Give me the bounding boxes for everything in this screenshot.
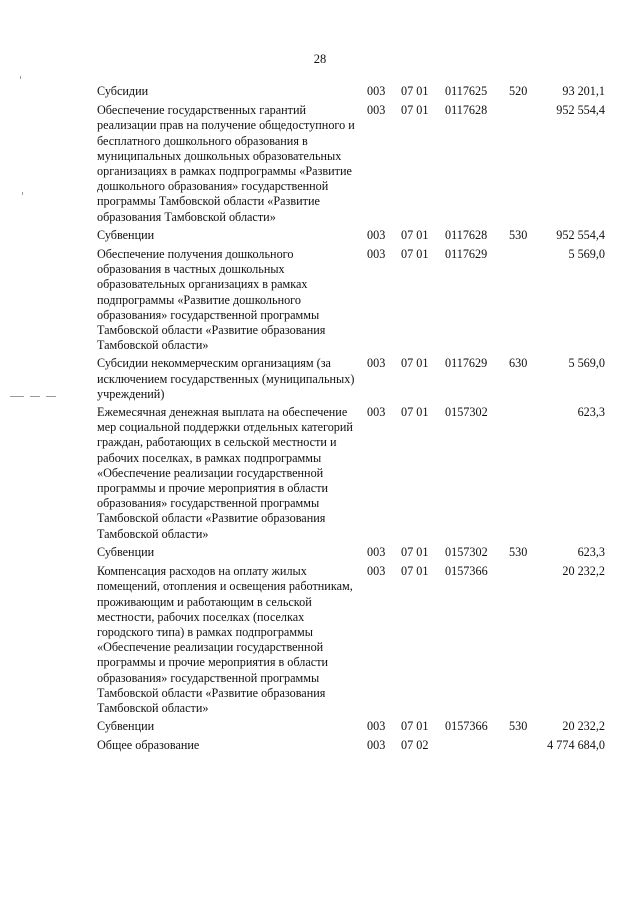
department-code: 003 <box>367 738 386 753</box>
target-article-code: 0157366 <box>445 719 488 734</box>
amount: 20 232,2 <box>562 719 605 734</box>
scan-artifact <box>46 396 56 397</box>
expense-name: Ежемесячная денежная выплата на обеспечение мер социальной поддержки отдельных категорий граждан, работающих в сельской местности и рабочих поселках, в рамках подпрограммы «Обеспечение реализации государственной программы и прочие мероприятия в области образования» государственной программы Тамбовской области «Развитие образования Тамбовской области» <box>97 405 353 541</box>
section-code: 07 01 <box>401 84 429 98</box>
expense-name: Субвенции <box>97 227 155 242</box>
page-number: 28 <box>313 52 327 66</box>
section-code: 07 02 <box>401 738 429 753</box>
table-row <box>97 228 605 247</box>
expense-name: Общее образование <box>97 738 200 753</box>
section-code: 07 01 <box>401 247 429 262</box>
table-row <box>97 356 605 405</box>
expense-type-code: 520 <box>509 84 528 98</box>
amount: 4 774 684,0 <box>547 738 605 753</box>
target-article-code: 0157366 <box>445 564 488 579</box>
amount: 952 554,4 <box>556 103 605 118</box>
amount: 93 201,1 <box>562 84 605 98</box>
table-row <box>97 719 605 738</box>
expense-type-code <box>505 247 535 356</box>
expense-type-code: 630 <box>509 356 528 371</box>
amount: 20 232,2 <box>562 564 605 579</box>
target-article-code: 0157302 <box>445 405 488 420</box>
expense-name: Обеспечение получения дошкольного образования в частных дошкольных образовательных организациях в рамках подпрограммы «Развитие дошкольного образования» государственной программы Тамбовской области «Развитие образования Тамбовской области» <box>97 247 326 353</box>
amount: 623,3 <box>577 544 605 559</box>
budget-table-container <box>97 84 605 758</box>
section-code: 07 01 <box>401 227 429 242</box>
department-code: 003 <box>367 227 386 242</box>
table-row <box>97 405 605 545</box>
expense-name: Субсидии <box>97 84 149 98</box>
section-code: 07 01 <box>401 103 429 118</box>
expense-type-code <box>505 405 535 545</box>
expense-name: Субвенции <box>97 544 155 559</box>
department-code: 003 <box>367 719 386 734</box>
table-row <box>97 84 605 103</box>
section-code: 07 01 <box>401 544 429 559</box>
amount: 952 554,4 <box>556 227 605 242</box>
expense-type-code <box>505 564 535 719</box>
table-row <box>97 564 605 719</box>
department-code: 003 <box>367 84 386 98</box>
scan-artifact <box>20 76 21 79</box>
expense-type-code <box>505 738 535 757</box>
budget-table <box>97 84 605 758</box>
target-article-code: 0117629 <box>445 356 488 371</box>
table-row <box>97 247 605 356</box>
amount: 623,3 <box>577 405 605 420</box>
table-row <box>97 103 605 228</box>
department-code: 003 <box>367 544 386 559</box>
expense-type-code: 530 <box>509 544 528 559</box>
expense-type-code <box>505 103 535 228</box>
target-article-code: 0117629 <box>445 247 488 262</box>
amount: 5 569,0 <box>568 247 605 262</box>
department-code: 003 <box>367 103 386 118</box>
section-code: 07 01 <box>401 356 429 371</box>
department-code: 003 <box>367 247 386 262</box>
expense-name: Компенсация расходов на оплату жилых помещений, отопления и освещения работникам, проживающим и работающим в сельской местности, рабочих поселках (поселках городского типа) в рамках подпрограммы «Обеспечение реализации государственной программы и прочие мероприятия в области образования» государственной программы Тамбовской области «Развитие образования Тамбовской области» <box>97 564 353 715</box>
scan-artifact <box>10 396 24 397</box>
target-article-code <box>445 738 505 757</box>
target-article-code: 0157302 <box>445 544 488 559</box>
expense-type-code: 530 <box>509 719 528 734</box>
department-code: 003 <box>367 564 386 579</box>
section-code: 07 01 <box>401 564 429 579</box>
scan-artifact <box>30 396 40 397</box>
scan-artifact <box>22 192 23 195</box>
expense-type-code: 530 <box>509 227 528 242</box>
table-row <box>97 738 605 757</box>
expense-name: Субвенции <box>97 719 155 734</box>
amount: 5 569,0 <box>568 356 605 371</box>
expense-name: Обеспечение государственных гарантий реализации прав на получение общедоступного и бесплатного дошкольного образования в муниципальных дошкольных образовательных организациях в рамках подпрограммы «Развитие дошкольного образования» государственной программы Тамбовской области «Развитие образования Тамбовской области» <box>97 103 355 224</box>
target-article-code: 0117628 <box>445 227 488 242</box>
section-code: 07 01 <box>401 405 429 420</box>
target-article-code: 0117625 <box>445 84 488 98</box>
target-article-code: 0117628 <box>445 103 488 118</box>
expense-name: Субсидии некоммерческим организациям (за исключением государственных (муниципальных) учреждений) <box>97 356 355 401</box>
section-code: 07 01 <box>401 719 429 734</box>
table-row <box>97 545 605 564</box>
department-code: 003 <box>367 356 386 371</box>
department-code: 003 <box>367 405 386 420</box>
